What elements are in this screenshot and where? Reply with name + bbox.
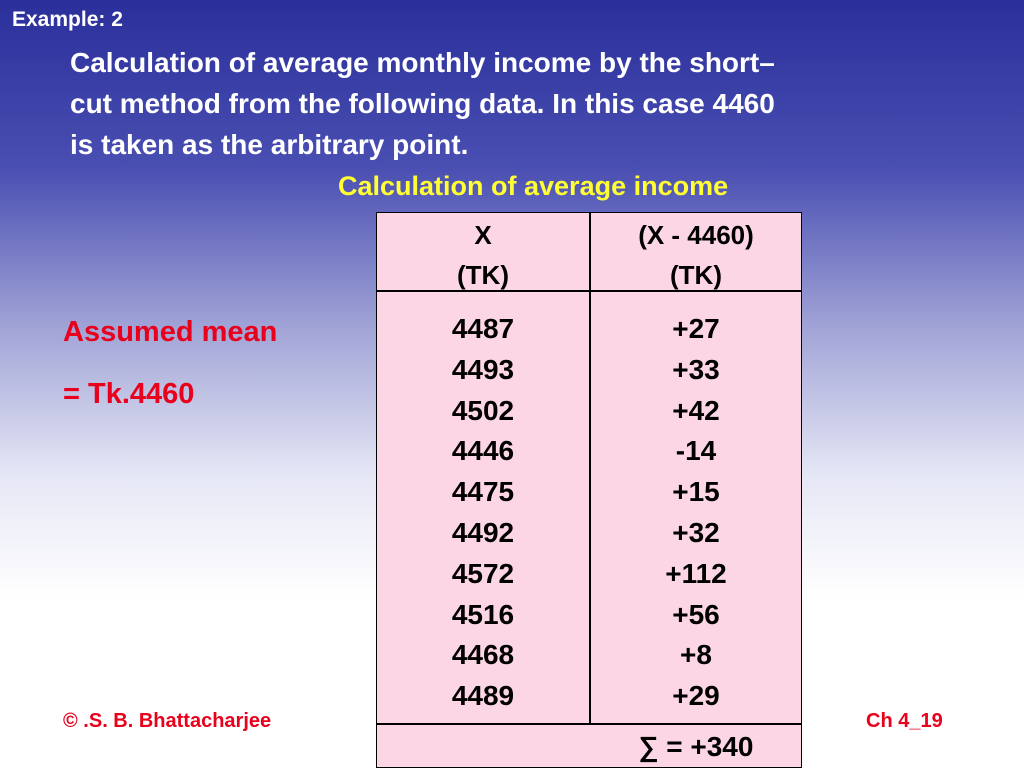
data-table [376,212,802,768]
x-value-cell: 4475 [451,476,515,508]
x-value-cell: 4446 [451,435,515,467]
deviation-value-cell: +56 [672,598,720,630]
column-header-x-line1: X [474,220,492,250]
x-value-cell: 4516 [451,598,515,630]
x-value-cell: 4493 [451,353,515,385]
deviation-value-cell: +8 [680,639,712,671]
deviation-value-cell: +32 [672,516,720,548]
deviation-value-cell: +42 [672,394,720,426]
column-header-deviation [589,215,803,295]
problem-line-1: Calculation of average monthly income by the short– [70,47,775,78]
column-header-deviation-line2: (TK) [670,260,722,290]
x-values-column [377,309,589,717]
x-value-cell: 4487 [451,313,515,344]
problem-line-3: is taken as the arbitrary point. [70,129,469,160]
deviation-value-cell: +29 [672,680,720,712]
column-header-deviation-line1: (X - 4460) [638,220,754,250]
x-value-cell: 4468 [451,639,515,671]
assumed-mean-value: = Tk.4460 [63,378,195,410]
deviation-values-column [589,309,803,717]
sum-of-deviations: ∑ = +340 [638,731,754,762]
deviation-value-cell: +33 [672,353,720,385]
x-value-cell: 4572 [451,557,515,589]
total-divider [377,723,801,725]
deviation-value-cell: -14 [675,435,717,467]
column-header-x-line2: (TK) [457,260,509,290]
problem-line-2: cut method from the following data. In this case 4460 [70,88,775,119]
example-label: Example: 2 [12,8,123,31]
problem-statement [70,42,970,165]
x-value-cell: 4492 [451,516,515,548]
table-title: Calculation of average income [338,171,729,201]
copyright-footer: © .S. B. Bhattacharjee [63,710,272,732]
slide-number: Ch 4_19 [866,710,943,732]
x-value-cell: 4502 [451,394,515,426]
x-value-cell: 4489 [451,680,515,712]
deviation-value-cell: +112 [665,557,727,589]
assumed-mean-label: Assumed mean [63,316,278,348]
deviation-value-cell: +15 [672,476,720,508]
deviation-value-cell: +27 [672,313,720,344]
column-header-x [377,215,589,295]
